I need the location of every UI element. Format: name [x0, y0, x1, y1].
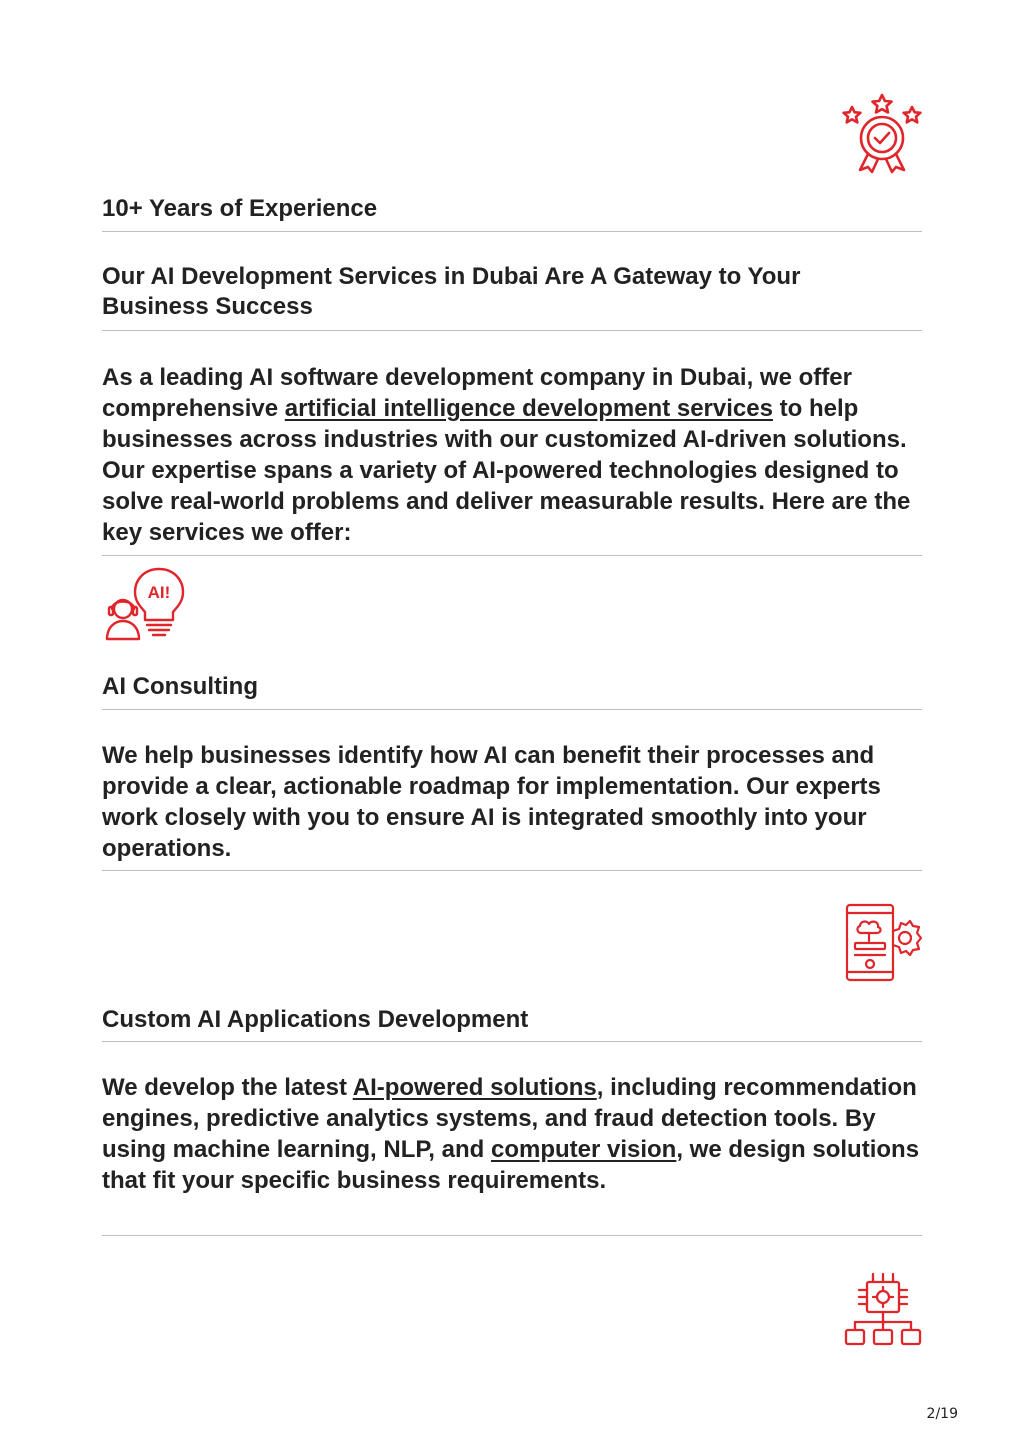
intro-paragraph: [102, 362, 922, 548]
ai-consultant-lightbulb-icon: [103, 565, 185, 643]
ai-powered-solutions-link[interactable]: AI-powered solutions: [352, 1074, 597, 1101]
intro-text-start: As a leading AI software development company in Dubai, we offer comprehensive: [102, 364, 852, 422]
computer-vision-link[interactable]: computer vision: [490, 1136, 677, 1163]
divider: [102, 231, 922, 232]
custom-apps-text-2: , including recommendation engines, predictive analytics systems, and fraud detection tools. By using machine learning, NLP, and: [102, 1074, 917, 1163]
divider: [102, 709, 922, 710]
intro-heading: Our AI Development Services in Dubai Are A Gateway to Your Business Success: [102, 263, 801, 320]
experience-title: 10+ Years of Experience: [102, 195, 378, 222]
custom-apps-text-3: , we design solutions that fit your specific business requirements.: [102, 1136, 920, 1194]
custom-ai-apps-paragraph: [102, 1072, 922, 1196]
ai-icon-text: AI!: [147, 583, 171, 602]
divider: [102, 330, 922, 331]
page-number: 2/19: [926, 1406, 958, 1422]
divider: [102, 870, 922, 871]
ai-consulting-title: AI Consulting: [102, 673, 258, 700]
ai-development-services-link[interactable]: artificial intelligence development services: [284, 395, 773, 422]
divider: [102, 1235, 922, 1236]
custom-ai-apps-title: Custom AI Applications Development: [102, 1006, 529, 1033]
mobile-app-gear-icon: [843, 903, 923, 983]
intro-text-end: to help businesses across industries with our customized AI-driven solutions. Our expertise spans a variety of AI-powered technologies designed to solve real-world problems and deliver measurable results. Here are the key services we offer:: [102, 395, 911, 546]
chip-network-hierarchy-icon: [843, 1270, 923, 1350]
custom-apps-text-1: We develop the latest: [102, 1074, 353, 1101]
divider: [102, 555, 922, 556]
award-badge-stars-icon: [838, 92, 926, 174]
divider: [102, 1041, 922, 1042]
ai-consulting-paragraph: We help businesses identify how AI can benefit their processes and provide a clear, actionable roadmap for implementation. Our experts work closely with you to ensure AI is integrated smoothly into your operations.: [102, 742, 881, 862]
